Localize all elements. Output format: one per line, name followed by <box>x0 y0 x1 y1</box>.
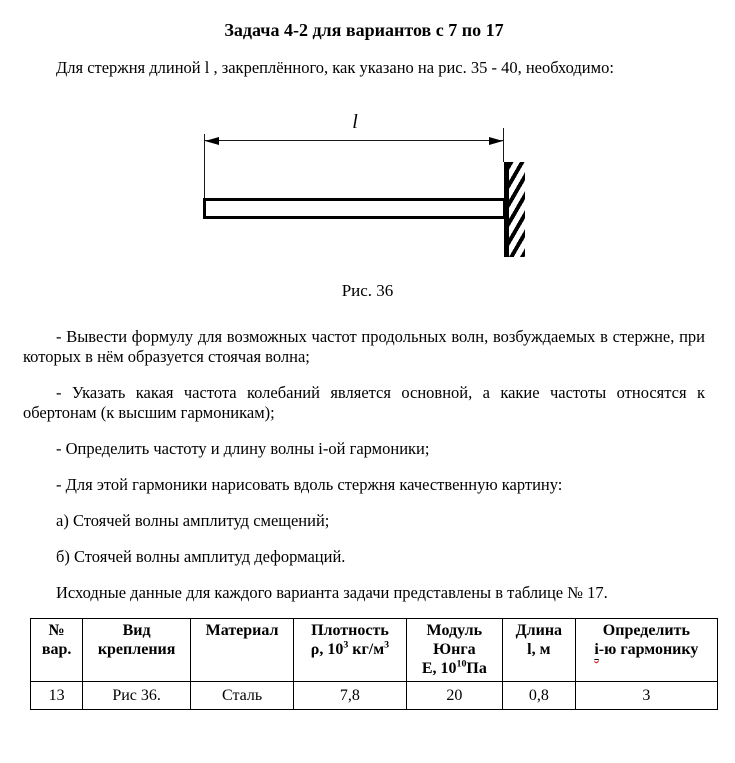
table-data-row <box>31 682 718 710</box>
col-header-mounting: Вид крепления <box>83 619 191 682</box>
cell-variant: 13 <box>31 682 83 710</box>
col-header-density: Плотность ρ, $10^3$ $кг/м^3$ <box>294 619 407 682</box>
page-title: Задача 4-2 для вариантов с 7 по 17 <box>224 20 504 40</box>
intro-paragraph: Для стержня длиной l , закреплённого, как указано на рис. 35 - 40, необходимо: <box>56 58 614 77</box>
col-header-material: Материал <box>191 619 294 682</box>
col-header-harmonic: Определить i-ю гармонику <box>575 619 717 682</box>
cell-mounting: Рис 36. <box>83 682 191 710</box>
task-paragraph: - Вывести формулу для возможных частот продольных волн, возбуждаемых в стержне, при которых в нём образуется стоячая волна; <box>23 327 705 366</box>
col-header-variant: № вар. <box>31 619 83 682</box>
task-item-b: б) Стоячей волны амплитуд деформаций. <box>56 547 346 566</box>
table-header-row <box>31 619 718 682</box>
col-header-length: Длина l, м <box>502 619 575 682</box>
cell-harmonic: 3 <box>575 682 717 710</box>
dimension-arrow-left-icon <box>205 137 219 145</box>
variants-table <box>30 618 718 710</box>
dimension-arrow-right-icon <box>489 137 503 145</box>
closing-paragraph: Исходные данные для каждого варианта задачи представлены в таблице № 17. <box>56 583 608 602</box>
rod-shape <box>203 198 506 219</box>
cell-material: Сталь <box>191 682 294 710</box>
length-label: l <box>352 111 358 133</box>
figure-caption: Рис. 36 <box>341 281 394 300</box>
spellcheck-underline: i <box>594 641 599 658</box>
cell-density: 7,8 <box>294 682 407 710</box>
task-paragraph: - Определить частоту и длину волны i-ой гармоники; <box>56 439 430 458</box>
task-item-a: а) Стоячей волны амплитуд смещений; <box>56 511 330 530</box>
task-paragraph: - Указать какая частота колебаний является основной, а какие частоты относятся к обертонам (к высшим гармоникам); <box>23 383 705 422</box>
col-header-young-modulus: Модуль Юнга Е, $10^{10}Па$ <box>406 619 502 682</box>
task-paragraph: - Для этой гармоники нарисовать вдоль стержня качественную картину: <box>56 475 563 494</box>
extension-line-right <box>503 128 504 162</box>
dimension-line <box>205 140 503 141</box>
rod-figure <box>0 110 735 275</box>
cell-length: 0,8 <box>502 682 575 710</box>
wall-hatching <box>509 162 525 257</box>
cell-young-modulus: 20 <box>406 682 502 710</box>
